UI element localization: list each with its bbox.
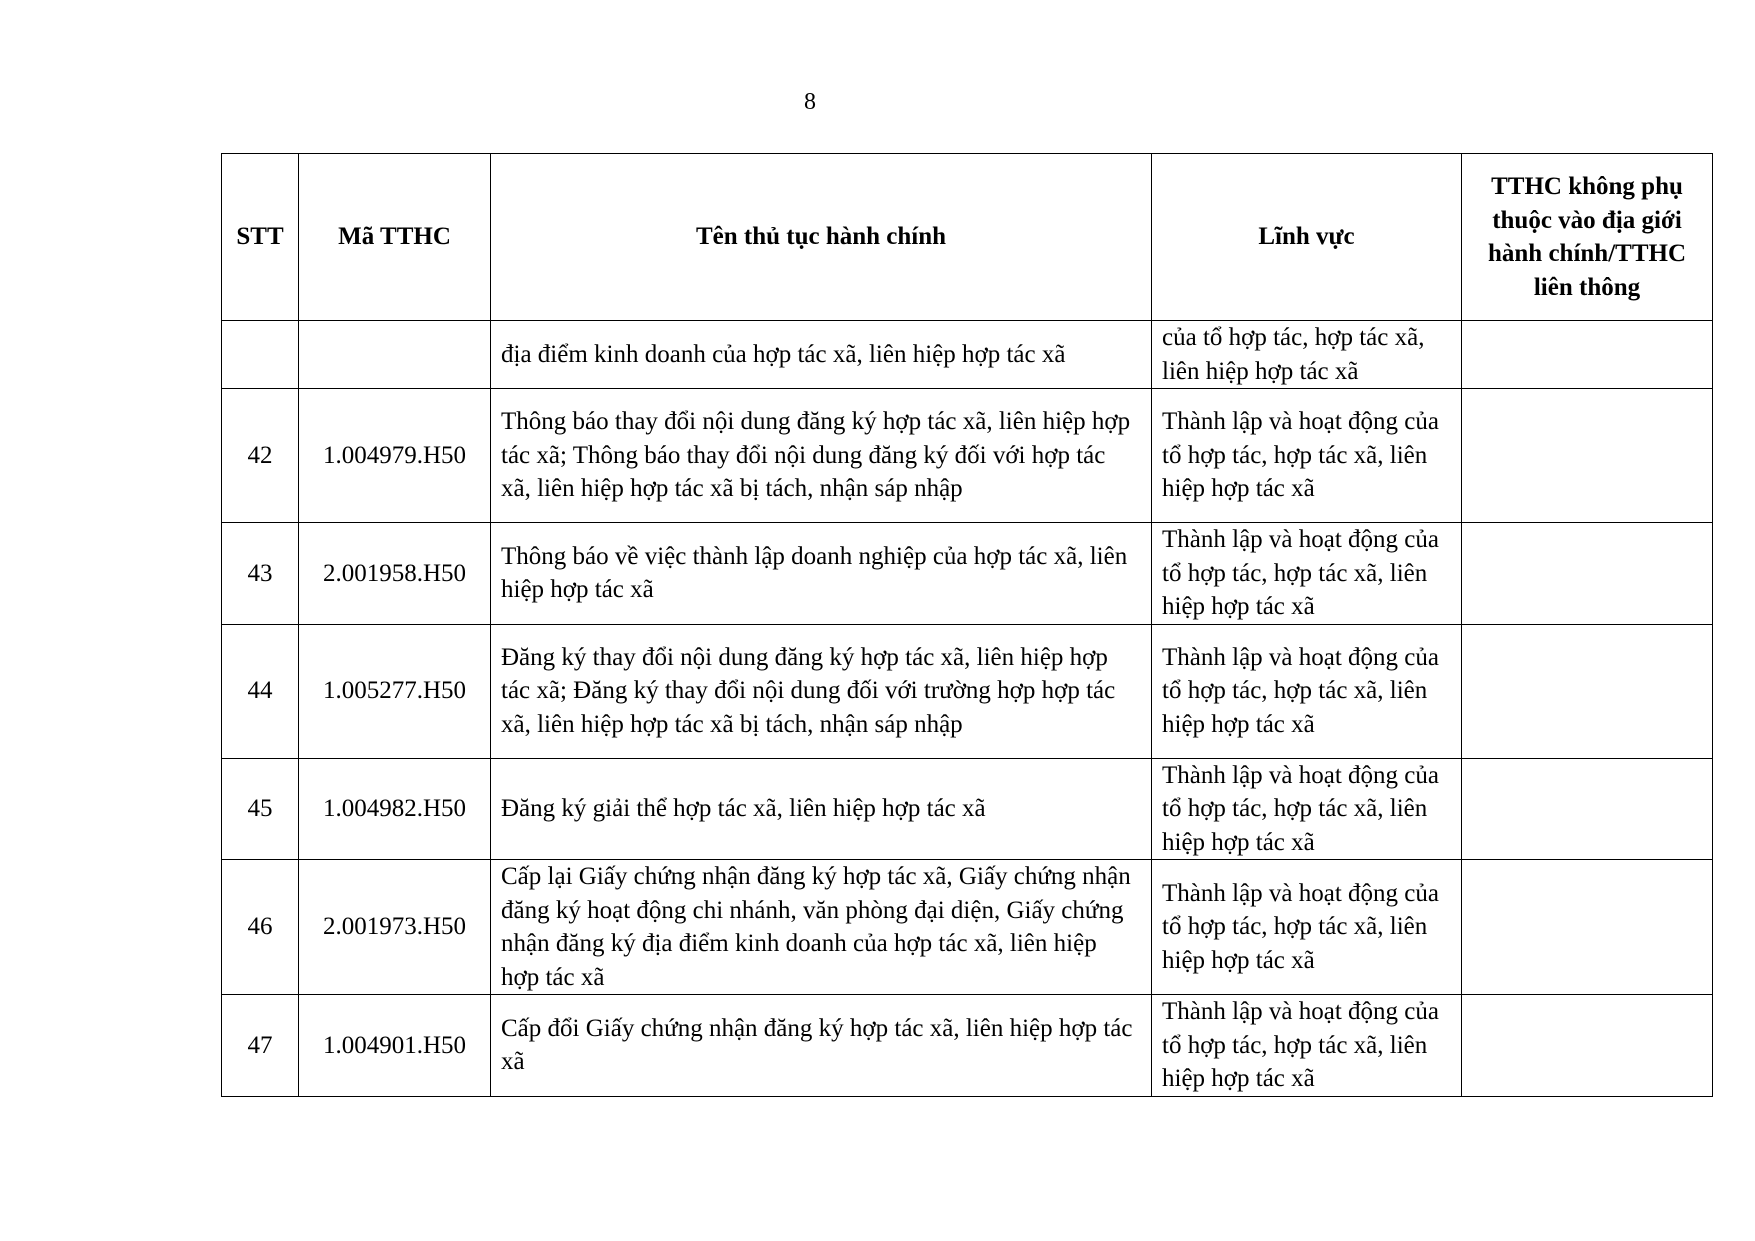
table-row bbox=[222, 321, 1713, 389]
header-stt: STT bbox=[222, 154, 299, 321]
cell-field: Thành lập và hoạt động của tổ hợp tác, hợp tác xã, liên hiệp hợp tác xã bbox=[1152, 389, 1462, 523]
cell-stt: 45 bbox=[222, 758, 299, 860]
cell-code: 1.004982.H50 bbox=[299, 758, 491, 860]
cell-code: 1.005277.H50 bbox=[299, 624, 491, 758]
cell-stt: 43 bbox=[222, 523, 299, 625]
table-row bbox=[222, 860, 1713, 995]
cell-field: Thành lập và hoạt động của tổ hợp tác, hợp tác xã, liên hiệp hợp tác xã bbox=[1152, 860, 1462, 995]
cell-note bbox=[1462, 995, 1713, 1097]
cell-stt: 47 bbox=[222, 995, 299, 1097]
table-row bbox=[222, 995, 1713, 1097]
cell-procedure-name: địa điểm kinh doanh của hợp tác xã, liên hiệp hợp tác xã bbox=[491, 321, 1152, 389]
cell-stt: 42 bbox=[222, 389, 299, 523]
cell-procedure-name: Thông báo thay đổi nội dung đăng ký hợp tác xã, liên hiệp hợp tác xã; Thông báo thay đổi nội dung đăng ký đối với hợp tác xã, liên hiệp hợp tác xã bị tách, nhận sáp nhập bbox=[491, 389, 1152, 523]
cell-code: 1.004901.H50 bbox=[299, 995, 491, 1097]
cell-procedure-name: Đăng ký giải thể hợp tác xã, liên hiệp hợp tác xã bbox=[491, 758, 1152, 860]
cell-procedure-name: Cấp đổi Giấy chứng nhận đăng ký hợp tác xã, liên hiệp hợp tác xã bbox=[491, 995, 1152, 1097]
cell-procedure-name: Cấp lại Giấy chứng nhận đăng ký hợp tác xã, Giấy chứng nhận đăng ký hoạt động chi nhánh, văn phòng đại diện, Giấy chứng nhận đăng ký địa điểm kinh doanh của hợp tác xã, liên hiệp hợp tác xã bbox=[491, 860, 1152, 995]
cell-code: 1.004979.H50 bbox=[299, 389, 491, 523]
header-note: TTHC không phụ thuộc vào địa giới hành chính/TTHC liên thông bbox=[1462, 154, 1713, 321]
page-number: 8 bbox=[804, 89, 816, 115]
cell-note bbox=[1462, 624, 1713, 758]
header-code: Mã TTHC bbox=[299, 154, 491, 321]
cell-stt bbox=[222, 321, 299, 389]
cell-code: 2.001973.H50 bbox=[299, 860, 491, 995]
cell-field: Thành lập và hoạt động của tổ hợp tác, hợp tác xã, liên hiệp hợp tác xã bbox=[1152, 758, 1462, 860]
header-procedure-name: Tên thủ tục hành chính bbox=[491, 154, 1152, 321]
cell-note bbox=[1462, 321, 1713, 389]
cell-stt: 46 bbox=[222, 860, 299, 995]
cell-note bbox=[1462, 523, 1713, 625]
cell-procedure-name: Thông báo về việc thành lập doanh nghiệp của hợp tác xã, liên hiệp hợp tác xã bbox=[491, 523, 1152, 625]
table-row bbox=[222, 758, 1713, 860]
procedures-table bbox=[221, 153, 1713, 1097]
cell-field: của tổ hợp tác, hợp tác xã, liên hiệp hợp tác xã bbox=[1152, 321, 1462, 389]
table-row bbox=[222, 624, 1713, 758]
cell-field: Thành lập và hoạt động của tổ hợp tác, hợp tác xã, liên hiệp hợp tác xã bbox=[1152, 995, 1462, 1097]
table-row bbox=[222, 523, 1713, 625]
cell-field: Thành lập và hoạt động của tổ hợp tác, hợp tác xã, liên hiệp hợp tác xã bbox=[1152, 624, 1462, 758]
cell-code: 2.001958.H50 bbox=[299, 523, 491, 625]
table-row bbox=[222, 389, 1713, 523]
cell-note bbox=[1462, 860, 1713, 995]
cell-note bbox=[1462, 389, 1713, 523]
cell-note bbox=[1462, 758, 1713, 860]
cell-procedure-name: Đăng ký thay đổi nội dung đăng ký hợp tác xã, liên hiệp hợp tác xã; Đăng ký thay đổi nội dung đối với trường hợp hợp tác xã, liên hiệp hợp tác xã bị tách, nhận sáp nhập bbox=[491, 624, 1152, 758]
table-header-row bbox=[222, 154, 1713, 321]
header-field: Lĩnh vực bbox=[1152, 154, 1462, 321]
cell-field: Thành lập và hoạt động của tổ hợp tác, hợp tác xã, liên hiệp hợp tác xã bbox=[1152, 523, 1462, 625]
cell-stt: 44 bbox=[222, 624, 299, 758]
cell-code bbox=[299, 321, 491, 389]
